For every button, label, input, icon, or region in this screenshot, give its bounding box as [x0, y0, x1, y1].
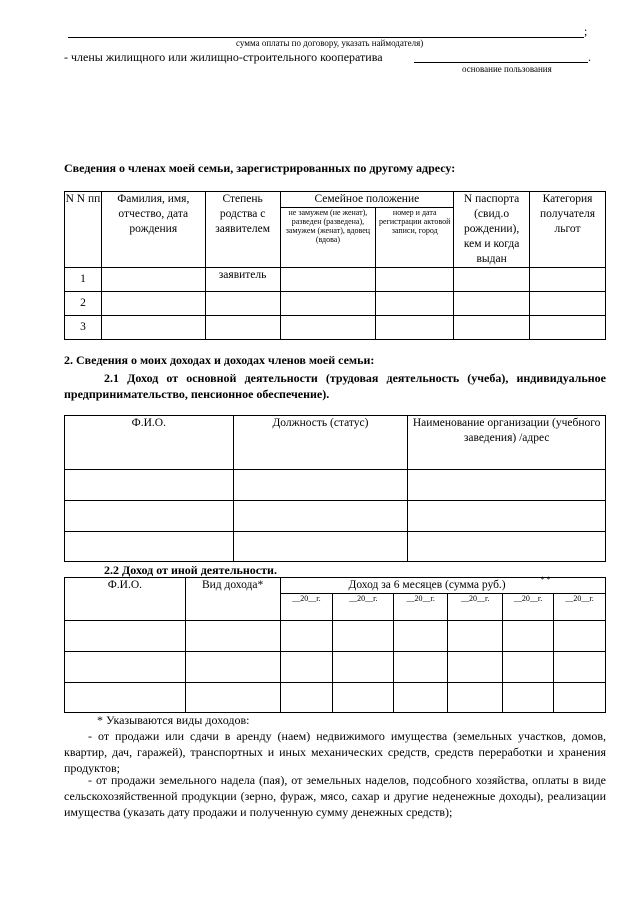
month-header: __20__г. — [333, 594, 394, 621]
other-income-table — [64, 577, 606, 713]
col-passport-header: N паспорта (свид.о рождении), кем и когда выдан — [454, 192, 530, 268]
col-marital-subheader: не замужем (не женат), разведен (разведена), замужем (женат), вдовец (вдова) — [280, 208, 376, 268]
family-section-title: Сведения о членах моей семьи, зарегистрированных по другому адресу: — [64, 161, 456, 175]
coop-members-line: - члены жилищного или жилищно-строительного кооператива — [64, 50, 383, 64]
col-family-status-header: Семейное положение — [280, 192, 454, 208]
table-row — [65, 621, 606, 652]
col-income-header — [280, 575, 606, 594]
month-header: __20__г. — [503, 594, 554, 621]
income-types-title: * Указываются виды доходов: — [97, 713, 250, 727]
month-header: __20__г. — [448, 594, 503, 621]
col-position-header: Должность (статус) — [233, 416, 408, 470]
row-relation: заявитель — [205, 268, 280, 292]
col-fio-header: Фамилия, имя, отчество, дата рождения — [101, 192, 205, 268]
col-registration-subheader: номер и дата регистрации актовой записи, город — [376, 208, 454, 268]
col-category-header: Категория получателя льгот — [530, 192, 606, 268]
table-row — [65, 316, 606, 340]
month-header: __20__г. — [280, 594, 333, 621]
income-header-stars: * * — [540, 575, 551, 584]
col-relation-header: Степень родства с заявителем — [205, 192, 280, 268]
month-header: __20__г. — [554, 594, 606, 621]
col-num-header: N N пп — [65, 192, 102, 268]
coop-period: . — [588, 50, 591, 64]
main-income-table — [64, 415, 606, 562]
usage-basis-caption: основание пользования — [462, 64, 552, 74]
table-row — [65, 501, 606, 532]
coop-members-blank — [414, 62, 588, 63]
month-header: __20__г. — [394, 594, 448, 621]
table-row — [65, 532, 606, 562]
row-num: 1 — [65, 268, 102, 292]
table-row — [65, 652, 606, 683]
other-income-subtitle: 2.2 Доход от иной деятельности. — [104, 563, 277, 577]
table-row — [65, 470, 606, 501]
col-fio-header: Ф.И.О. — [65, 578, 186, 621]
income-type-land: - от продажи земельного надела (пая), от земельных наделов, подсобного хозяйства, оплаты в виде сельскохозяйственной продукции (зерно, фураж, мясо, сахар и другие неденежные доходы), реализации имущества (указать дату продажи и полученную сумму денежных средств); — [64, 773, 606, 819]
income-type-rent: - от продажи или сдачи в аренду (наем) недвижимого имущества (земельных участков, домов, квартир, дач, гаражей), транспортных и иных механических средств, средств переработки и хранения продуктов; — [64, 729, 606, 775]
table-row — [65, 268, 606, 292]
col-fio-header: Ф.И.О. — [65, 416, 234, 470]
col-org-header: Наименование организации (учебного заведения) /адрес — [408, 416, 606, 470]
table-row — [65, 292, 606, 316]
row-num: 2 — [65, 292, 102, 316]
income-header-label: Доход за 6 месяцев (сумма руб.) — [348, 579, 506, 591]
table-row — [65, 683, 606, 713]
payment-caption: сумма оплаты по договору, указать наймодателя) — [236, 38, 424, 48]
col-income-type-header: Вид дохода* — [185, 578, 280, 621]
top-semicolon: ; — [584, 24, 588, 38]
family-table — [64, 191, 606, 340]
row-num: 3 — [65, 316, 102, 340]
main-income-subtitle: 2.1 Доход от основной деятельности (трудовая деятельность (учеба), индивидуальное предпринимательство, пенсионное обеспечение). — [64, 371, 606, 401]
income-section-title: 2. Сведения о моих доходах и доходах членов моей семьи: — [64, 353, 375, 367]
